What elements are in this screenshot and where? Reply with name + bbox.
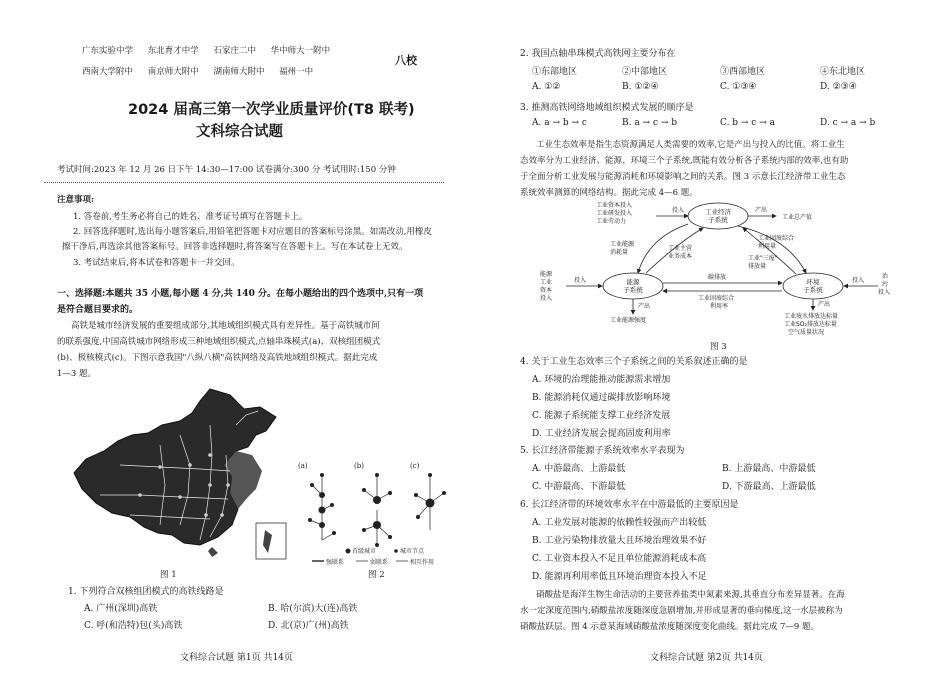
energy-node-l2: 子系统	[623, 286, 643, 294]
passage-3-line-2: 水一定深度范围内,硝酸盐浓度随深度急剧增加,并形成显著的垂向梯度,这一水层被称为	[520, 606, 843, 616]
energy-out-label: 产出	[638, 303, 651, 310]
question-4-stem: 4. 关于工业生态效率三个子系统之间的关系叙述正确的是	[520, 357, 748, 367]
question-6-stem: 6. 长江经济带的环境效率水平在中游最低的主要原因是	[520, 500, 739, 510]
sanfei-l1: 工业"三废"	[748, 255, 778, 262]
q5-option-a[interactable]: A. 中游最高、上游最低	[532, 464, 626, 474]
env-src-1: 治	[882, 273, 889, 280]
q6-option-b[interactable]: B. 工业污染物排放量大且环境治理效果不好	[532, 536, 707, 546]
school-row-1	[82, 44, 330, 56]
energy-src-4: 投入	[540, 295, 553, 302]
q5-option-b[interactable]: B. 上游最高、中游最低	[722, 464, 816, 474]
econ-node-l2: 子系统	[708, 216, 728, 224]
question-2-stem: 2. 我国点轴串珠模式高铁网主要分布在	[520, 49, 676, 59]
q4-option-d[interactable]: D. 工业经济发展会提高固废利用率	[532, 429, 671, 439]
q2-item-2: ②中部地区	[622, 67, 668, 77]
notice-heading: 注意事项:	[57, 195, 95, 205]
school-row-2	[82, 65, 313, 77]
figure-3-caption: 图 3	[710, 342, 727, 352]
fig2-label-c: (c)	[410, 462, 420, 470]
school-3: 石家庄二中	[213, 46, 256, 56]
q2-option-c[interactable]: C. ①③④	[720, 82, 757, 92]
passage-1-line-1: 高铁是城市经济发展的重要组成部分,其地域组织模式具有差异性。基于高铁城市间	[71, 321, 380, 331]
carbon-label: 碳排放	[708, 274, 727, 281]
exam-info: 考试时间:2023 年 12 月 26 日下午 14:30—17:00 试卷满分:300 分 考试用时:150 分钟	[57, 165, 396, 175]
passage-1-line-3: (b)、极核模式(c)。下图示意我国"八纵八横"高铁网络及高铁地域组织模式。据此完成	[57, 353, 378, 363]
q1-option-b[interactable]: B. 哈(尔滨)大(连)高铁	[268, 604, 358, 614]
passage-1-line-2: 的联系强度,中国高铁城市网络形成三种地域组织模式,点轴串珠模式(a)、双核组团模式	[57, 337, 381, 347]
mid-center-l2: 业务成本	[668, 253, 693, 260]
env-src-3: 投入	[878, 289, 891, 296]
section-1-title: 一、选择题:本题共 35 小题,每小题 4 分,共 140 分。在每小题给出的四个选项中,只有一项	[57, 289, 424, 299]
notice-item-3: 3. 考试结束后,将本试卷和答题卡一并交回。	[73, 258, 240, 268]
q1-option-c[interactable]: C. 呼(和浩特)包(头)高铁	[84, 621, 183, 631]
mid-right-l2: 利用量	[758, 243, 777, 250]
mid-left-l1: 工业能源	[610, 241, 635, 248]
q2-item-3: ③西部地区	[720, 67, 766, 77]
footer-page-1: 文科综合试题 第1页 共14页	[180, 653, 293, 663]
energy-output: 工业能源强度	[610, 317, 647, 324]
q1-option-a[interactable]: A. 广州(深圳)高铁	[84, 604, 158, 614]
env-node-l2: 子系统	[803, 286, 823, 294]
school-6: 南京师大附中	[147, 67, 199, 77]
notice-item-2: 2. 回答选择题时,选出每小题答案后,用铅笔把答题卡对应题目的答案标号涂黑。如需改动,用橡皮	[73, 227, 432, 237]
eight-schools-tag: 八校	[395, 54, 417, 67]
notice-item-2-cont: 擦干净后,再选涂其他答案标号。回答非选择题时,将答案写在答题卡上。写在本试卷上无效。	[62, 242, 408, 252]
q2-item-1: ①东部地区	[532, 67, 578, 77]
energy-node-l1: 能源	[626, 278, 640, 286]
q2-option-b[interactable]: B. ①②④	[622, 82, 659, 92]
input-capital: 工业资本投入	[596, 202, 633, 209]
question-1-stem: 1. 下列符合双核组团模式的高铁线路是	[68, 587, 224, 597]
school-5: 西南大学附中	[82, 67, 134, 77]
econ-out-label: 产出	[755, 207, 768, 214]
notice-item-1: 1. 答卷前,考生务必将自己的姓名、准考证号填写在答题卡上。	[73, 212, 308, 222]
q2-item-4: ④东北地区	[820, 67, 866, 77]
sanfei-l2: 排放量	[748, 263, 767, 270]
passage-3-line-3: 硝酸盐跃层。图 4 示意某海域硝酸盐浓度随深度变化曲线。据此完成 7—9 题。	[520, 622, 820, 632]
econ-node-l1: 工业经济	[705, 208, 731, 216]
legend-strong-link: 强联系	[326, 559, 345, 566]
input-rd: 工业研发投入	[596, 210, 633, 217]
question-5-stem: 5. 长江经济带能源子系统效率水平表现为	[520, 446, 685, 456]
env-node-l1: 环境	[806, 278, 820, 286]
solid-l2: 利用率	[710, 303, 729, 310]
legend-weak-link: 弱联系	[370, 559, 389, 566]
env-src-2: 污	[882, 281, 889, 288]
mid-left-l2: 消耗量	[610, 249, 629, 256]
passage-2-line-4: 系统效率测算的网络结构。据此完成 4—6 题。	[520, 188, 698, 198]
question-3-stem: 3. 推测高铁网络地域组织模式发展的顺序是	[520, 103, 694, 113]
school-2: 东北育才中学	[147, 46, 199, 56]
divider	[44, 182, 444, 183]
q3-option-b[interactable]: B. a → c → b	[622, 118, 678, 128]
passage-2-line-3: 于全面分析工业发展与能源消耗和环境影响之间的关系。图 3 示意长江经济带工业生态	[520, 172, 846, 182]
energy-src-3: 资本	[540, 287, 553, 294]
legend-city-node: 城市节点	[400, 548, 425, 555]
passage-2-line-2: 态效率分为工业经济、能源、环境三个子系统,既能有效分析各子系统内部的效率,也有助	[520, 156, 849, 166]
figure-2-caption: 图 2	[368, 570, 385, 580]
mid-center-l1: 工业主营	[668, 245, 693, 252]
school-8: 福州一中	[279, 67, 314, 77]
q4-option-b[interactable]: B. 能源消耗仅通过碳排放影响环境	[532, 393, 671, 403]
industrial-eco-efficiency-network	[538, 198, 898, 338]
env-out-label: 产出	[818, 301, 831, 308]
q6-option-d[interactable]: D. 能源再利用率低且环境治理资本投入不足	[532, 572, 707, 582]
q5-option-d[interactable]: D. 下游最高、上游最低	[722, 482, 816, 492]
q3-option-c[interactable]: C. b → c → a	[720, 118, 775, 128]
energy-src-1: 能源	[540, 271, 553, 278]
figure-1-caption: 图 1	[160, 570, 177, 580]
env-output-3: 空气质量状况	[788, 329, 825, 336]
q5-option-c[interactable]: C. 中游最高、下游最低	[532, 482, 626, 492]
q6-option-c[interactable]: C. 工业资本投入不足且单位能源消耗成本高	[532, 554, 707, 564]
passage-1-line-4: 1—3 题。	[57, 369, 97, 379]
passage-3-line-1: 硝酸盐是海洋生物生命活动的主要营养盐类中氮素来源,其垂直分布差异显著。在海	[536, 590, 845, 600]
legend-primary-city: 首级城市	[352, 548, 377, 555]
env-in-label: 投入	[852, 277, 865, 284]
china-highspeed-rail-map	[60, 385, 298, 565]
school-4: 华中师大一附中	[270, 46, 331, 56]
q2-option-a[interactable]: A. ①②	[532, 82, 561, 92]
q3-option-a[interactable]: A. a → b → c	[532, 118, 587, 128]
econ-output: 工业总产值	[782, 214, 813, 221]
env-output-2: 工业SO₂排放达标量	[784, 321, 837, 328]
school-7: 湖南师大附中	[213, 67, 265, 77]
q4-option-a[interactable]: A. 环境的治理能推动能源需求增加	[532, 375, 671, 385]
mid-right-l1: 工业固废综合	[758, 235, 795, 242]
exam-subtitle: 文科综合试题	[196, 124, 283, 140]
q4-option-c[interactable]: C. 能源子系统能支撑工业经济发展	[532, 411, 671, 421]
q6-option-a[interactable]: A. 工业发展对能源的依赖性较强而产出较低	[532, 518, 707, 528]
env-output-1: 工业废水排放达标量	[784, 313, 839, 320]
energy-in-label: 投入	[574, 277, 587, 284]
econ-in-label: 投入	[672, 207, 685, 214]
fig2-label-b: (b)	[354, 462, 364, 470]
passage-2-line-1: 工业生态效率是指生态资源满足人类需要的效率,它是产出与投入的比值。将工业生	[536, 140, 845, 150]
input-labor: 工业劳动力	[596, 218, 627, 225]
school-1: 广东实验中学	[82, 46, 134, 56]
solid-l1: 工业固废综合	[698, 295, 735, 302]
section-1-title-cont: 是符合题目要求的。	[57, 305, 139, 315]
q1-option-d[interactable]: D. 北(京)广(州)高铁	[268, 621, 349, 631]
exam-title: 2024 届高三第一次学业质量评价(T8 联考)	[128, 102, 415, 118]
footer-page-2: 文科综合试题 第2页 共14页	[650, 653, 763, 663]
q2-option-d[interactable]: D. ②③④	[820, 82, 857, 92]
legend-interaction: 相互作用	[410, 559, 435, 566]
q3-option-d[interactable]: D. c → a → b	[820, 118, 876, 128]
energy-src-2: 工业	[540, 279, 553, 286]
page-2	[478, 0, 950, 673]
fig2-label-a: (a)	[298, 462, 308, 470]
